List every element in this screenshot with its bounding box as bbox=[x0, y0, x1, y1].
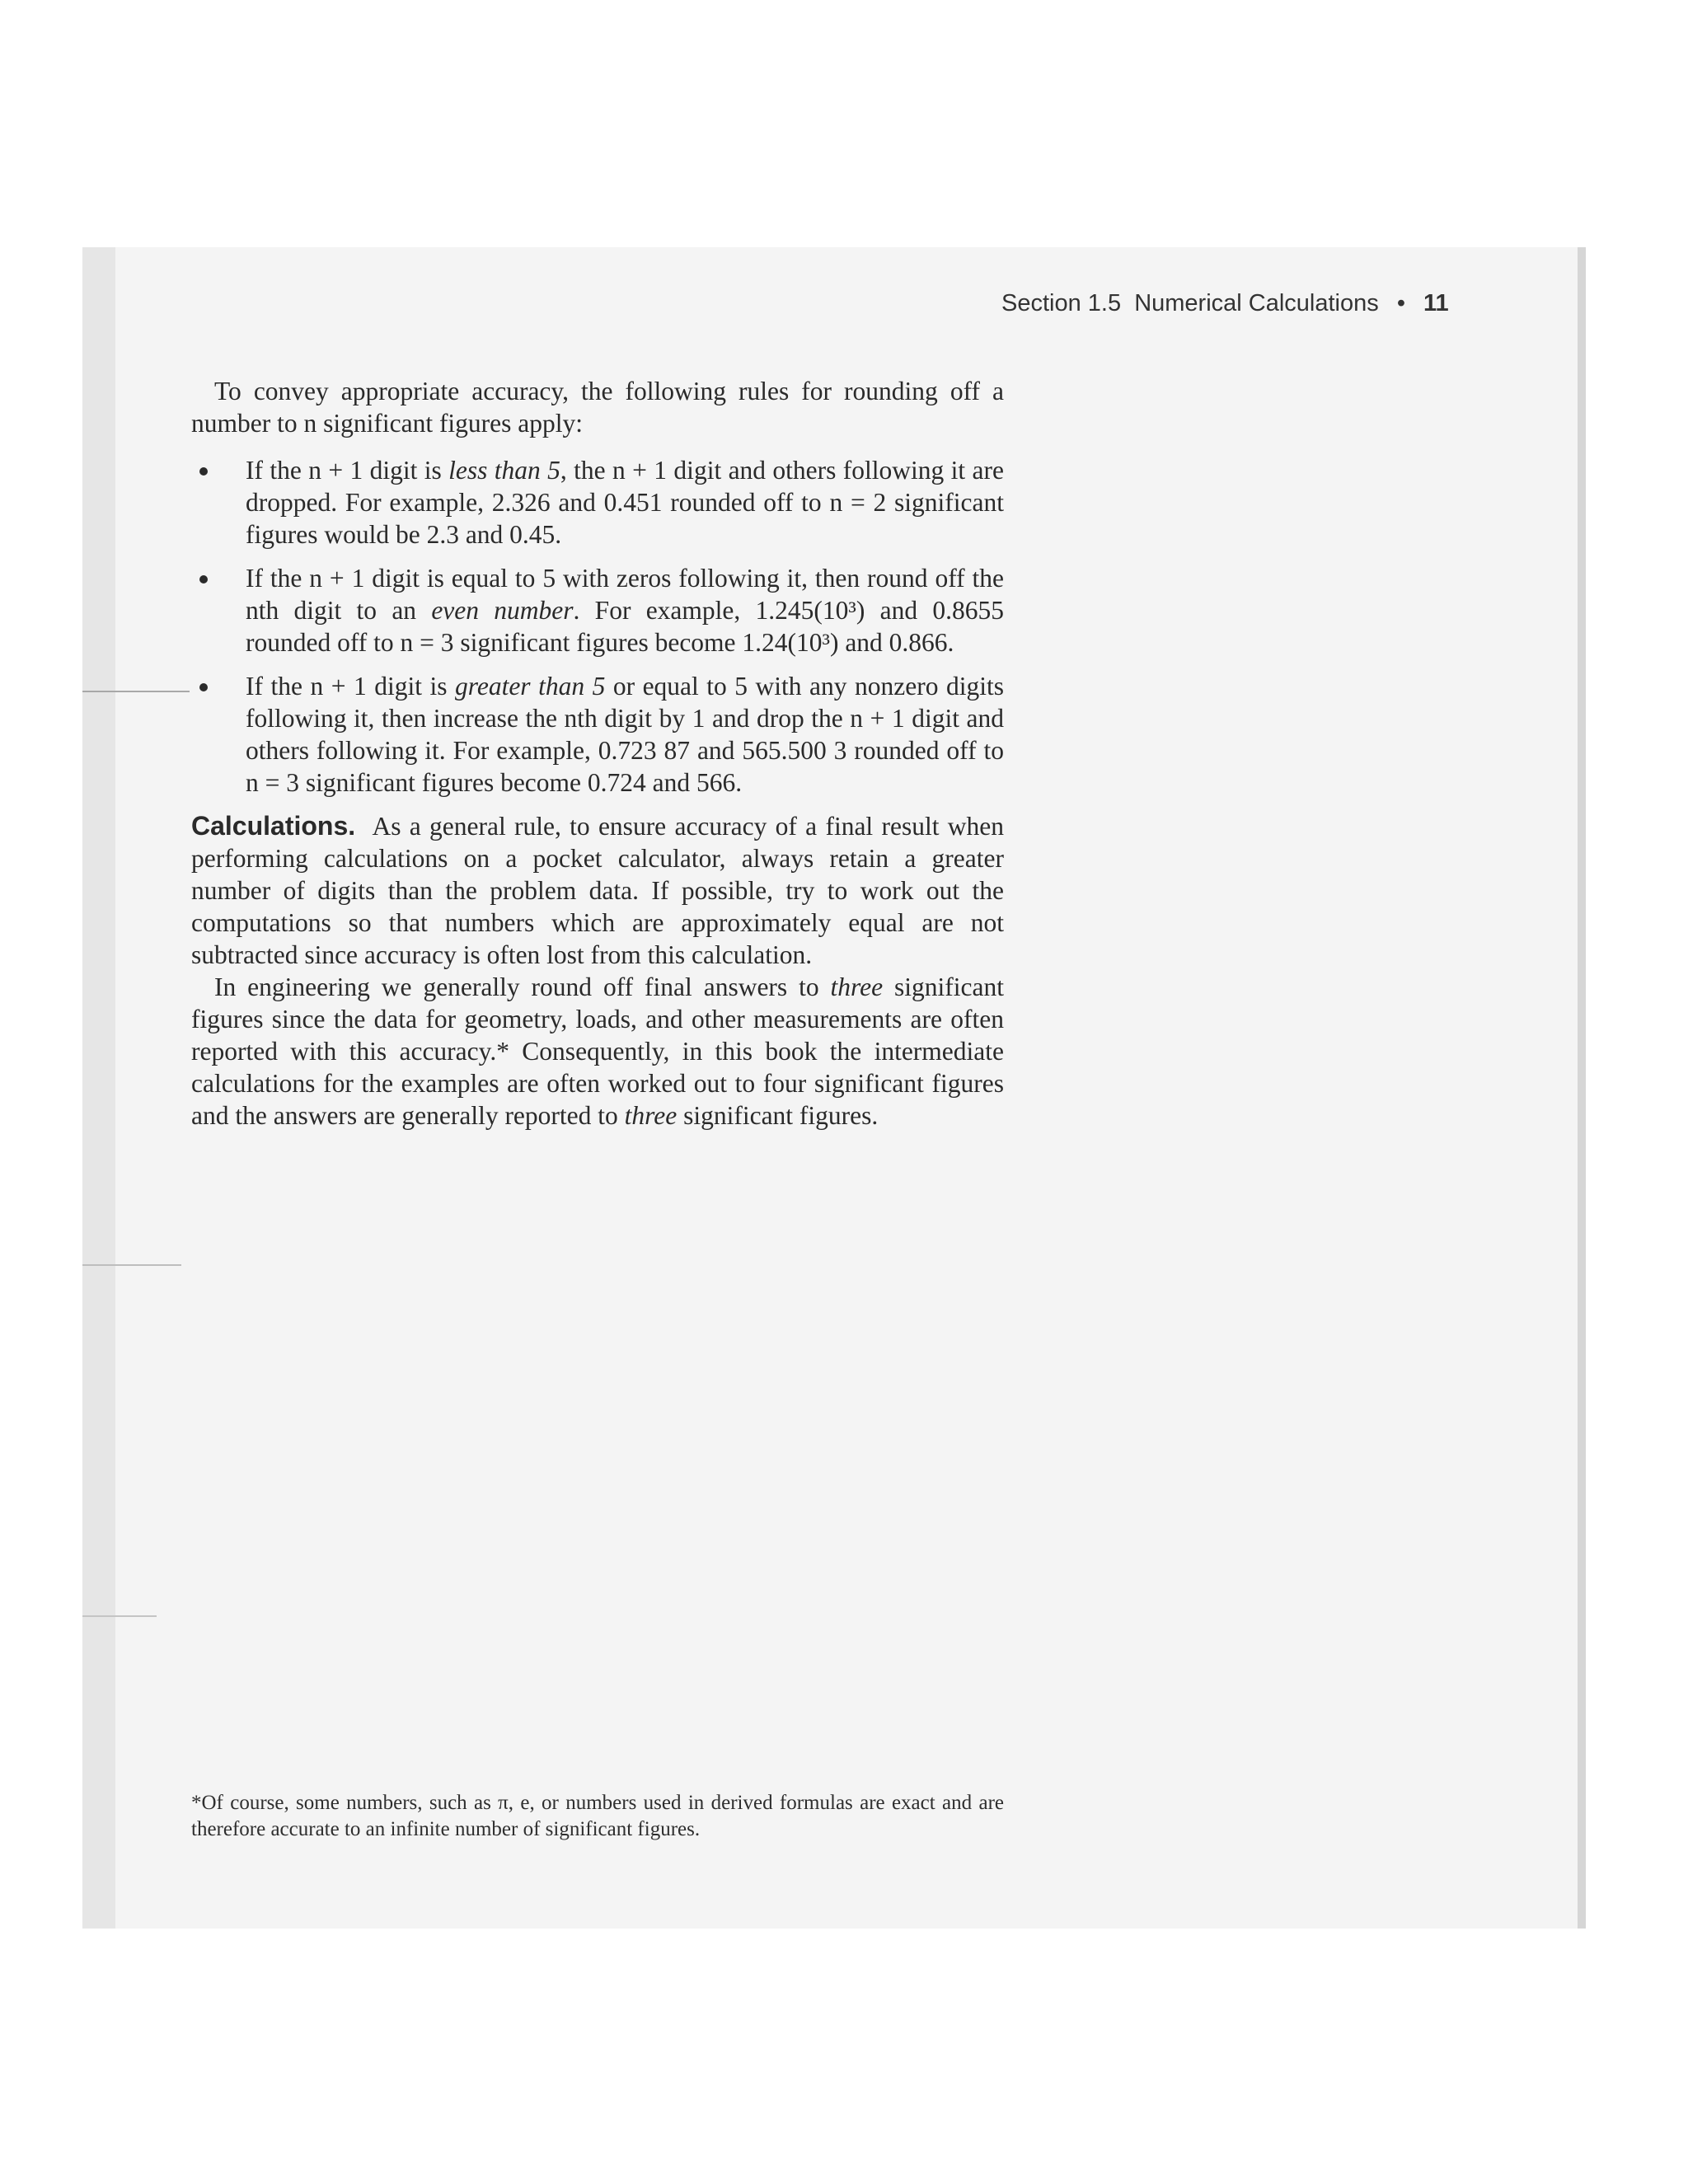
rule-emphasis: less than 5 bbox=[448, 456, 560, 485]
header-separator: • bbox=[1396, 290, 1405, 316]
rule-text: If the n + 1 digit is bbox=[246, 456, 449, 485]
bullet-icon bbox=[199, 683, 208, 691]
paragraph-text: In engineering we generally round off final answers to bbox=[214, 972, 831, 1001]
rule-text: If the n + 1 digit is equal to 5 with zeros following it, then round off the nth digit to an bbox=[246, 564, 1004, 625]
scan-artifact-line bbox=[82, 1615, 157, 1617]
left-margin-shadow bbox=[82, 247, 115, 1929]
scan-artifact-line bbox=[82, 691, 190, 692]
calculations-text: As a general rule, to ensure accuracy of a final result when performing calculations on a pocket calculator, always retain a greater number of digits than the problem data. If possible, try to work out the computations so that numbers which are approximately equal are not subtracted since accuracy is often lost from this calculation. bbox=[191, 812, 1004, 969]
paragraph-emphasis: three bbox=[624, 1101, 678, 1130]
running-header bbox=[1001, 290, 1512, 326]
rule-text: . For example, 1.245(10³) and 0.8655 rounded off to n = 3 significant figures become 1.24(10³) and 0.866. bbox=[246, 596, 1004, 657]
body-text bbox=[191, 375, 1004, 1132]
section-label: Section bbox=[1001, 290, 1081, 316]
intro-paragraph: To convey appropriate accuracy, the following rules for rounding off a number to n significant figures apply: bbox=[191, 377, 1004, 438]
footnote: *Of course, some numbers, such as π, e, or numbers used in derived formulas are exact and are therefore accurate to an infinite number of significant figures. bbox=[191, 1792, 1004, 1840]
rule-emphasis: even number bbox=[431, 596, 574, 625]
page-edge-shadow bbox=[1578, 247, 1586, 1929]
rounding-rules-list bbox=[191, 454, 1004, 799]
paragraph-text: significant figures since the data for geometry, loads, and other measurements are often reported with this accuracy.* Consequently, in this book the intermediate calculations for the examples are often worked out to four significant figures and the answers are generally reported to bbox=[191, 972, 1005, 1130]
rule-emphasis: greater than 5 bbox=[455, 672, 606, 701]
paragraph-emphasis: three bbox=[830, 972, 884, 1001]
bullet-icon bbox=[199, 467, 208, 476]
rounding-rule-item bbox=[191, 562, 1004, 658]
calculations-heading: Calculations. bbox=[191, 811, 356, 841]
rounding-rule-item bbox=[191, 454, 1004, 551]
page-number: 11 bbox=[1423, 290, 1449, 316]
engineering-paragraph bbox=[191, 971, 1004, 1132]
rule-text: , the n + 1 digit and others following it are dropped. For example, 2.326 and 0.451 rounded off to n = 2 significant figures would be 2.3 and 0.45. bbox=[246, 456, 1004, 549]
calculations-paragraph bbox=[191, 810, 1004, 971]
rule-text: If the n + 1 digit is bbox=[246, 672, 455, 701]
rounding-rule-item bbox=[191, 670, 1004, 799]
section-title: Numerical Calculations bbox=[1134, 290, 1379, 316]
section-number: 1.5 bbox=[1087, 290, 1122, 316]
paragraph-text: significant figures. bbox=[677, 1101, 879, 1130]
bullet-icon bbox=[199, 575, 208, 583]
rule-text: or equal to 5 with any nonzero digits following it, then increase the nth digit by 1 and drop the n + 1 digit and others following it. For example, 0.723 87 and 565.500 3 rounded off to n = 3 significant figures become 0.724 and 566. bbox=[246, 672, 1004, 797]
scan-artifact-line bbox=[82, 1264, 181, 1266]
